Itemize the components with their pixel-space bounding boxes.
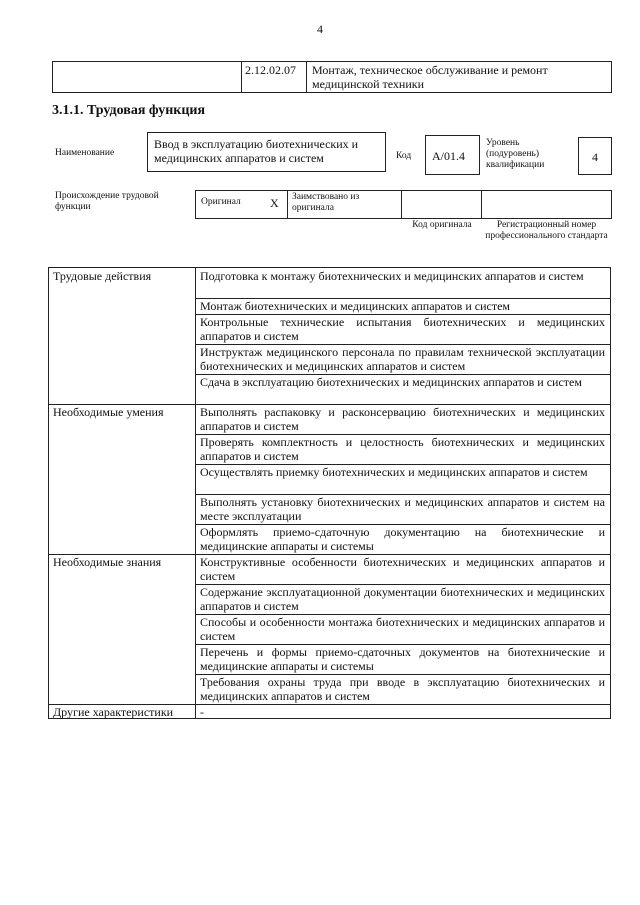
section-heading: Необходимые умения — [53, 405, 164, 419]
function-code-text: A/01.4 — [432, 149, 465, 163]
table-item: - — [200, 705, 204, 719]
header-description: Монтаж, техническое обслуживание и ремонт медицинской техники — [312, 63, 548, 91]
table-item: Конструктивные особенности биотехнических и медицинских аппаратов и систем — [200, 555, 605, 583]
function-code-value — [425, 135, 480, 175]
function-name-text: Ввод в эксплуатацию биотехнических и медицинских аппаратов и систем — [154, 137, 359, 165]
origin-divider-2 — [401, 190, 402, 219]
origin-row — [195, 190, 612, 219]
table-column-divider — [195, 268, 196, 718]
level-text: 4 — [592, 150, 598, 164]
table-item: Требования охраны труда при вводе в эксплуатацию биотехнических и медицинских аппаратов и систем — [200, 675, 605, 703]
table-item: Осуществлять приемку биотехнических и медицинских аппаратов и систем — [200, 465, 588, 479]
table-item: Инструктаж медицинского персонала по правилам технической эксплуатации биотехнических и медицинских аппаратов и систем — [200, 345, 605, 373]
table-item: Перечень и формы приемо-сдаточных документов на биотехнические и медицинские аппараты и системы — [200, 645, 605, 673]
table-item: Оформлять приемо-сдаточную документацию на биотехнические и медицинские аппараты и системы — [200, 525, 605, 553]
header-divider-1 — [241, 61, 242, 93]
table-item: Монтаж биотехнических и медицинских аппаратов и систем — [200, 299, 510, 313]
origin-divider-3 — [481, 190, 482, 219]
original-mark: X — [270, 196, 279, 210]
table-item: Подготовка к монтажу биотехнических и медицинских аппаратов и систем — [200, 269, 584, 283]
labor-function-table — [48, 267, 611, 719]
origin-label: Происхождение трудовой функции — [55, 191, 159, 212]
level-value — [578, 137, 612, 175]
original-label: Оригинал — [201, 197, 241, 207]
table-item: Способы и особенности монтажа биотехнических и медицинских аппаратов и систем — [200, 615, 605, 643]
section-heading: Трудовые действия — [53, 269, 152, 283]
original-code-caption: Код оригинала — [412, 220, 472, 230]
function-code-label: Код — [396, 151, 412, 161]
table-item: Содержание эксплуатационной документации биотехнических и медицинских аппаратов и систем — [200, 585, 605, 613]
section-heading: Необходимые знания — [53, 555, 162, 569]
table-item: Выполнять распаковку и расконсервацию биотехнических и медицинских аппаратов и систем — [200, 405, 605, 433]
level-label: Уровень (подуровень) квалификации — [486, 138, 545, 170]
table-item: Сдача в эксплуатацию биотехнических и медицинских аппаратов и систем — [200, 375, 582, 389]
section-heading: Другие характеристики — [53, 705, 174, 719]
table-item: Выполнять установку биотехнических и медицинских аппаратов и систем на месте эксплуатации — [200, 495, 605, 523]
header-code: 2.12.02.07 — [245, 63, 296, 77]
table-item: Проверять комплектность и целостность биотехнических и медицинских аппаратов и систем — [200, 435, 605, 463]
borrowed-label: Заимствовано из оригинала — [292, 192, 360, 213]
reg-number-caption: Регистрационный номер профессионального стандарта — [485, 220, 608, 241]
page-number: 4 — [317, 22, 323, 36]
section-title: 3.1.1. Трудовая функция — [52, 103, 206, 118]
table-item: Контрольные технические испытания биотехнических и медицинских аппаратов и систем — [200, 315, 605, 343]
function-name-label: Наименование — [55, 148, 115, 158]
function-name-value — [147, 132, 386, 172]
header-divider-2 — [306, 61, 307, 93]
origin-divider-1 — [287, 190, 288, 219]
